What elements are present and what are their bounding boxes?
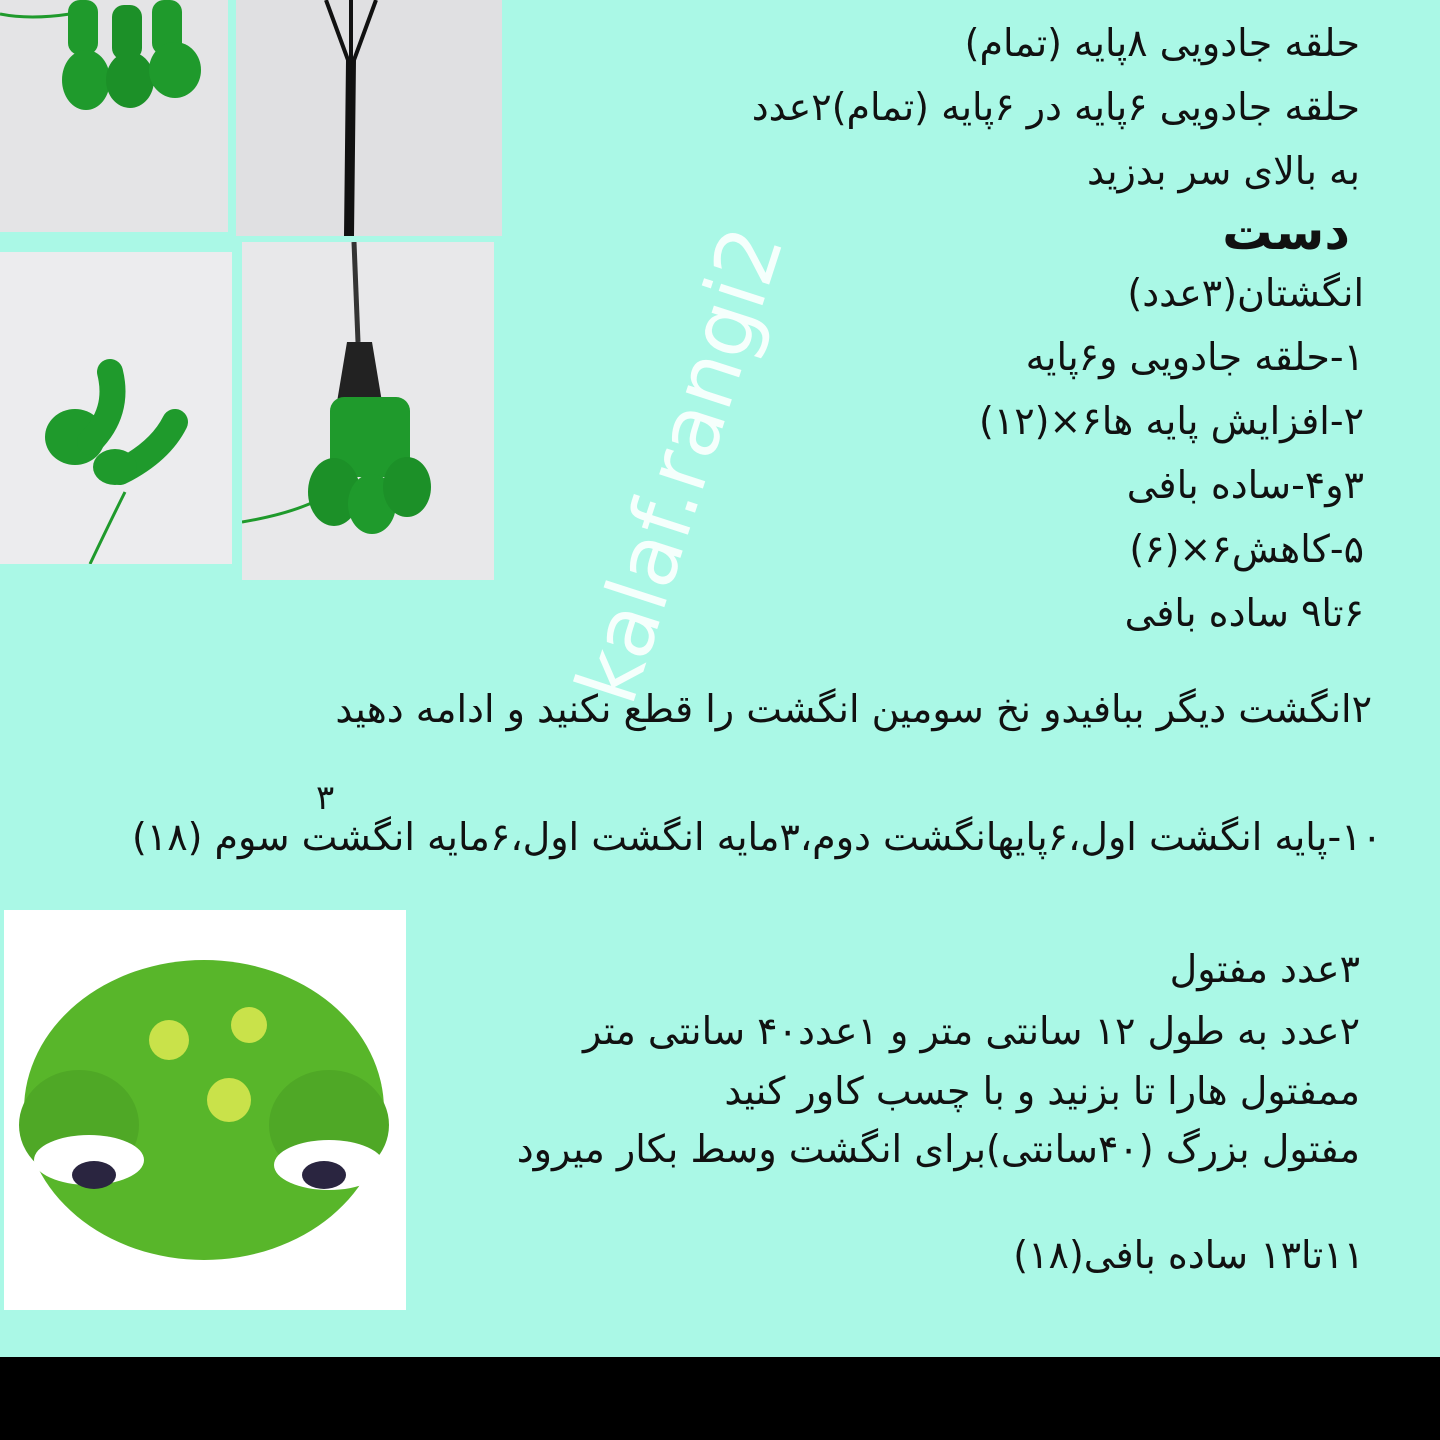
wire-line: ۳عدد مفتول	[1169, 947, 1360, 991]
photo-joined-fingers	[0, 252, 232, 564]
step10-superscript: ۳	[316, 778, 335, 818]
step-item: ۶تا۹ ساده بافی	[1124, 591, 1364, 635]
instruction-line: به بالای سر بدزید	[1087, 149, 1360, 193]
photo-finished-hand	[242, 242, 494, 580]
photo-wire-frame	[236, 0, 502, 236]
wire-line: ممفتول هارا تا بزنید و با چسب کاور کنید	[724, 1069, 1360, 1113]
step-item: ۵-کاهش۶×(۶)	[1129, 527, 1364, 571]
step-item: ۳و۴-ساده بافی	[1126, 463, 1364, 507]
step-item: ۱-حلقه جادویی و۶پایه	[1025, 335, 1364, 379]
instruction-line: حلقه جادویی ۶پایه در ۶پایه (تمام)۲عدد	[751, 85, 1360, 129]
photo-three-fingers	[0, 0, 228, 232]
watermark: kalaf.rangi2	[557, 215, 803, 715]
step-10: ۱۰-پایه انگشت اول،۶پایهانگشت دوم،۳مایه انگشت اول،۶مایه انگشت سوم (۱۸)	[131, 815, 1382, 859]
bottom-bar	[0, 1357, 1440, 1440]
continue-note: ۲انگشت دیگر ببافیدو نخ سومین انگشت را قطع نکنید و ادامه دهید	[335, 687, 1372, 731]
section-title: دست	[1222, 203, 1350, 261]
step-item: ۲-افزایش پایه ها۶×(۱۲)	[978, 399, 1364, 443]
wire-line: مفتول بزرگ (۴۰سانتی)برای انگشت وسط بکار میرود	[516, 1127, 1360, 1171]
final-step: ۱۱تا۱۳ ساده بافی(۱۸)	[1013, 1233, 1364, 1277]
wire-line: ۲عدد به طول ۱۲ سانتی متر و ۱عدد۴۰ سانتی متر	[583, 1009, 1360, 1053]
instruction-line: حلقه جادویی ۸پایه (تمام)	[964, 21, 1360, 65]
photo-frog-head	[4, 910, 406, 1310]
fingers-heading: انگشتان(۳عدد)	[1127, 271, 1364, 315]
